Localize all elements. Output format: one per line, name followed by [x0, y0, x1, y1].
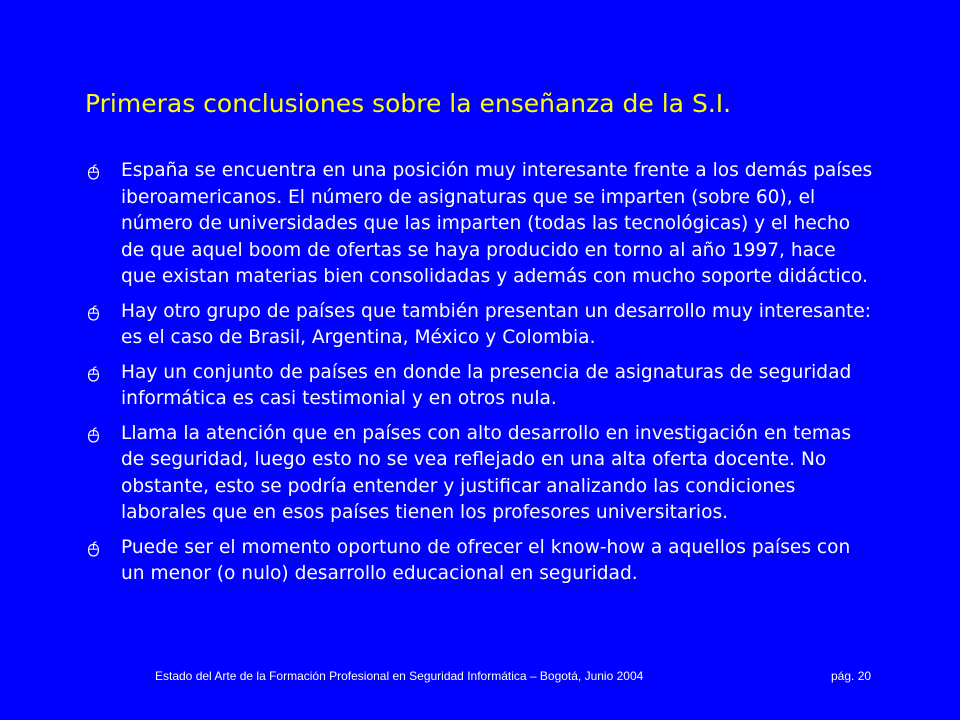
bullet-item	[85, 421, 875, 527]
mouse-icon	[87, 541, 100, 557]
slide-title: Primeras conclusiones sobre la enseñanza de la S.I.	[85, 89, 732, 118]
bullet-text: Puede ser el momento oportuno de ofrecer el know-how a aquellos países con un menor (o nulo) desarrollo educacional en seguridad.	[121, 536, 851, 584]
bullet-item	[85, 158, 875, 291]
bullet-item	[85, 360, 875, 413]
bullet-text: Hay otro grupo de países que también presentan un desarrollo muy interesante: es el caso de Brasil, Argentina, México y Colombia.	[121, 300, 872, 348]
bullet-item	[85, 535, 875, 588]
bullet-text: Hay un conjunto de países en donde la presencia de asignaturas de seguridad informática es casi testimonial y en otros nula.	[121, 361, 852, 409]
bullet-list	[85, 158, 875, 596]
mouse-icon	[87, 366, 100, 382]
footer-text: Estado del Arte de la Formación Profesional en Seguridad Informática – Bogotá, Junio 2004	[155, 669, 644, 683]
bullet-text: Llama la atención que en países con alto desarrollo en investigación en temas de seguridad, luego esto no se vea reflejado en una alta oferta docente. No obstante, esto se podría entender y justificar analizando las condiciones laborales que en esos países tienen los profesores universitarios.	[121, 422, 852, 523]
page-number: pág. 20	[831, 669, 872, 683]
mouse-icon	[87, 305, 100, 321]
mouse-icon	[87, 427, 100, 443]
bullet-text: España se encuentra en una posición muy interesante frente a los demás países iberoamericanos. El número de asignaturas que se imparten (sobre 60), el número de universidades que las imparten (todas las tecnológicas) y el hecho de que aquel boom de ofertas se haya producido en torno al año 1997, hace que existan materias bien consolidadas y además con mucho soporte didáctico.	[121, 160, 873, 287]
mouse-icon	[87, 164, 100, 180]
bullet-item	[85, 299, 875, 352]
